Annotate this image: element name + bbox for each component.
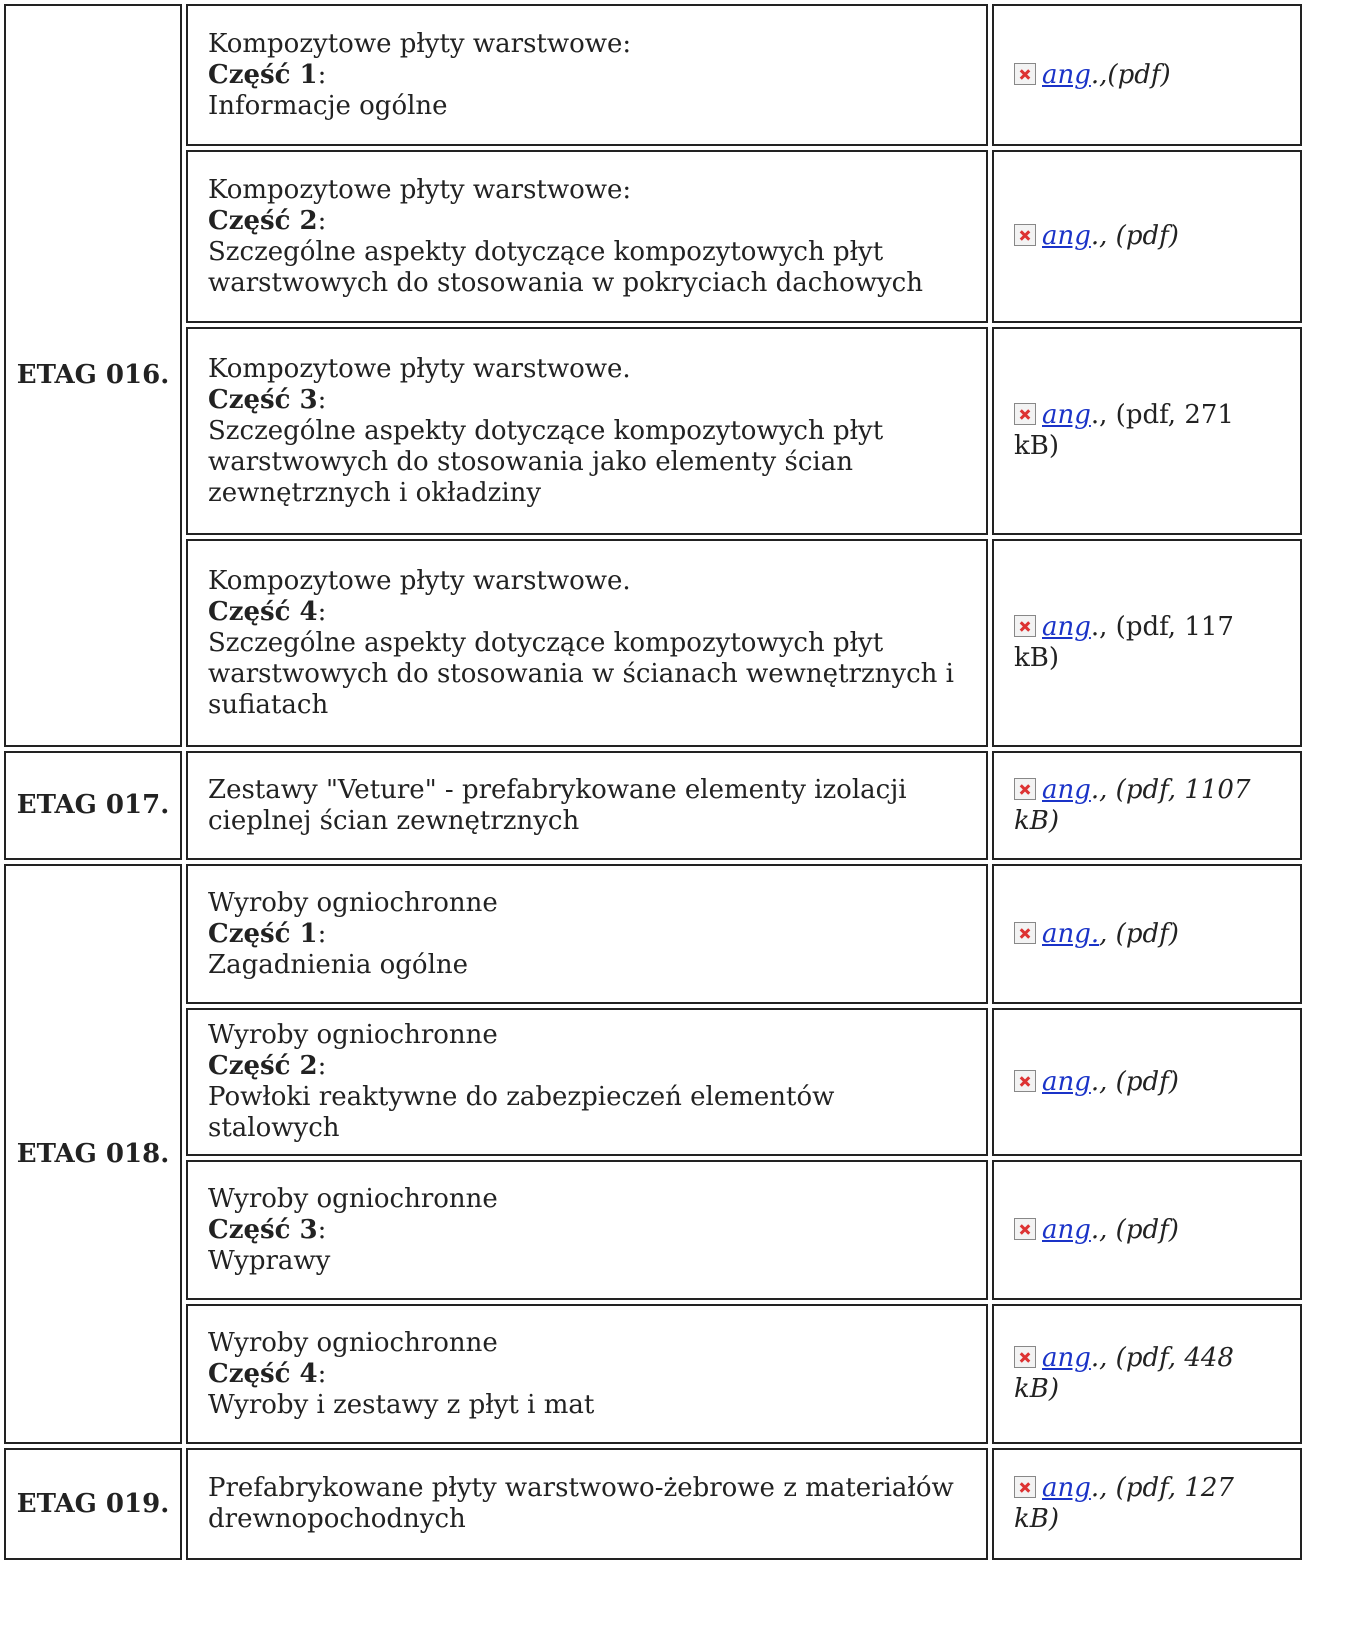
doc-subtitle: Szczególne aspekty dotyczące kompozytowych płyt warstwowych do stosowania w pokryciach dachowych: [208, 236, 923, 298]
part-label: Część 3: [208, 1214, 318, 1245]
broken-image-icon: [1014, 1476, 1036, 1498]
doc-title: Kompozytowe płyty warstwowe:: [208, 28, 632, 59]
table-row: [4, 1448, 1302, 1560]
doc-title: Wyroby ogniochronne: [208, 1327, 498, 1358]
broken-image-icon: [1014, 1218, 1036, 1240]
etag-code: ETAG 018.: [4, 864, 182, 1444]
pdf-link[interactable]: ang: [1042, 1214, 1091, 1245]
doc-subtitle: Informacje ogólne: [208, 90, 448, 121]
doc-subtitle: Zagadnienia ogólne: [208, 949, 469, 980]
description-cell: Kompozytowe płyty warstwowe. Część 4: Szczególne aspekty dotyczące kompozytowych płyt warstwowych do stosowania w ścianach wewnętrznych i sufiatach: [186, 539, 988, 747]
pdf-link[interactable]: ang: [1042, 400, 1091, 430]
table-row: [4, 864, 1302, 1004]
part-label: Część 3: [208, 384, 318, 415]
description-cell: Wyroby ogniochronne Część 2: Powłoki reaktywne do zabezpieczeń elementów stalowych: [186, 1008, 988, 1156]
broken-image-icon: [1014, 224, 1036, 246]
doc-title: Wyroby ogniochronne: [208, 887, 498, 918]
broken-image-icon: [1014, 778, 1036, 800]
pdf-link[interactable]: ang: [1042, 221, 1091, 251]
table-row: [4, 1008, 1302, 1156]
table-row: [4, 751, 1302, 860]
part-label: Część 4: [208, 1358, 318, 1389]
broken-image-icon: [1014, 1346, 1036, 1368]
download-cell: [992, 1304, 1302, 1444]
doc-title: Kompozytowe płyty warstwowe.: [208, 565, 631, 596]
doc-subtitle: Szczególne aspekty dotyczące kompozytowych płyt warstwowych do stosowania jako elementy ścian zewnętrznych i okładziny: [208, 415, 884, 508]
download-cell: [992, 1160, 1302, 1300]
description-cell: [186, 1448, 988, 1560]
file-info: ., (pdf, 117 kB): [1014, 612, 1234, 673]
doc-title: Zestawy "Veture" - prefabrykowane elementy izolacji cieplnej ścian zewnętrznych: [208, 774, 907, 836]
file-info: ., (pdf, 271 kB): [1014, 400, 1234, 461]
doc-subtitle: Szczególne aspekty dotyczące kompozytowych płyt warstwowych do stosowania w ścianach wewnętrznych i sufiatach: [208, 627, 954, 720]
broken-image-icon: [1014, 1070, 1036, 1092]
pdf-link[interactable]: ang.: [1042, 918, 1100, 949]
file-info: .,(pdf): [1090, 59, 1171, 90]
table-row: [4, 327, 1302, 535]
pdf-link[interactable]: ang: [1042, 1066, 1091, 1097]
doc-subtitle: Powłoki reaktywne do zabezpieczeń elementów stalowych: [208, 1082, 835, 1143]
file-info: ., (pdf, 448 kB): [1014, 1343, 1234, 1404]
download-cell: [992, 751, 1302, 860]
pdf-link[interactable]: ang: [1042, 1473, 1091, 1503]
download-cell: [992, 327, 1302, 535]
doc-title: Kompozytowe płyty warstwowe:: [208, 174, 632, 205]
part-label: Część 1: [208, 59, 318, 90]
pdf-link[interactable]: ang: [1042, 1343, 1091, 1373]
table-row: [4, 1304, 1302, 1444]
doc-title: Kompozytowe płyty warstwowe.: [208, 353, 631, 384]
etag-code: ETAG 019.: [4, 1448, 182, 1560]
doc-subtitle: Wyroby i zestawy z płyt i mat: [208, 1389, 595, 1420]
part-label: Część 1: [208, 918, 318, 949]
description-cell: Kompozytowe płyty warstwowe: Część 2: Szczególne aspekty dotyczące kompozytowych płyt warstwowych do stosowania w pokryciach dachowych: [186, 150, 988, 323]
doc-subtitle: Wyprawy: [208, 1245, 331, 1276]
download-cell: [992, 4, 1302, 146]
description-cell: Wyroby ogniochronne Część 4: Wyroby i zestawy z płyt i mat: [186, 1304, 988, 1444]
part-label: Część 2: [208, 205, 318, 236]
file-info: ., (pdf): [1090, 1066, 1179, 1097]
part-label: Część 4: [208, 596, 318, 627]
broken-image-icon: [1014, 63, 1036, 85]
description-cell: [186, 751, 988, 860]
etag-code: ETAG 016.: [4, 4, 182, 747]
etag-code: ETAG 017.: [4, 751, 182, 860]
table-row: [4, 1160, 1302, 1300]
download-cell: [992, 864, 1302, 1004]
doc-title: Wyroby ogniochronne: [208, 1183, 498, 1214]
broken-image-icon: [1014, 922, 1036, 944]
file-info: ., (pdf, 127 kB): [1014, 1473, 1234, 1534]
file-info: ., (pdf, 1107 kB): [1014, 774, 1251, 836]
doc-title: Prefabrykowane płyty warstwowo-żebrowe z materiałów drewnopochodnych: [208, 1473, 954, 1534]
broken-image-icon: [1014, 615, 1036, 637]
download-cell: [992, 1448, 1302, 1560]
download-cell: [992, 1008, 1302, 1156]
table-row: [4, 150, 1302, 323]
pdf-link[interactable]: ang: [1042, 59, 1091, 90]
file-info: ., (pdf): [1090, 221, 1179, 251]
description-cell: Kompozytowe płyty warstwowe. Część 3: Szczególne aspekty dotyczące kompozytowych płyt warstwowych do stosowania jako elementy ścian zewnętrznych i okładziny: [186, 327, 988, 535]
file-info: ., (pdf): [1090, 1214, 1179, 1245]
table-row: [4, 4, 1302, 146]
download-cell: [992, 539, 1302, 747]
description-cell: Kompozytowe płyty warstwowe: Część 1: Informacje ogólne: [186, 4, 988, 146]
doc-title: Wyroby ogniochronne: [208, 1020, 498, 1050]
download-cell: [992, 150, 1302, 323]
pdf-link[interactable]: ang: [1042, 612, 1091, 642]
description-cell: Wyroby ogniochronne Część 3: Wyprawy: [186, 1160, 988, 1300]
part-label: Część 2: [208, 1051, 318, 1081]
pdf-link[interactable]: ang: [1042, 774, 1091, 805]
file-info: , (pdf): [1099, 918, 1179, 949]
broken-image-icon: [1014, 403, 1036, 425]
table-row: [4, 539, 1302, 747]
description-cell: Wyroby ogniochronne Część 1: Zagadnienia ogólne: [186, 864, 988, 1004]
